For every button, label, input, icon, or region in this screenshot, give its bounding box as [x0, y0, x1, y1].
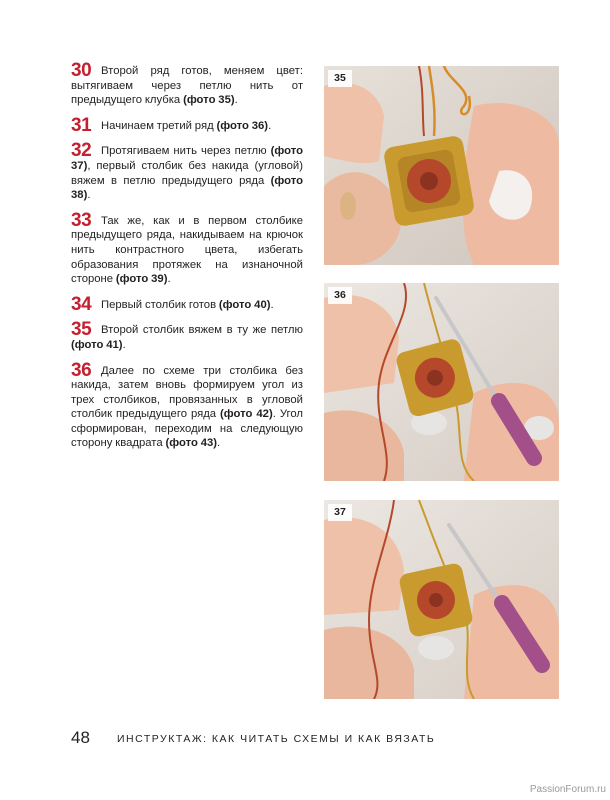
- photo-reference: (фото 41): [71, 338, 123, 351]
- step-text-run: . Угол сформирован, переходим на следующую сторону квадрата: [71, 408, 303, 450]
- step-text: [71, 144, 303, 202]
- step-text-run: .: [122, 338, 126, 351]
- step-35: [71, 319, 303, 352]
- photo-reference: (фото 38): [71, 174, 303, 202]
- step-text: [71, 214, 303, 287]
- step-text-run: .: [268, 119, 272, 132]
- step-33: [71, 209, 303, 287]
- photo-35: [324, 66, 559, 265]
- step-text-run: .: [217, 437, 221, 450]
- step-34: [71, 293, 303, 315]
- photo-reference: (фото 43): [165, 437, 218, 450]
- photo-reference: (фото 36): [216, 119, 269, 132]
- step-text: [71, 364, 303, 452]
- step-number: 32: [71, 140, 92, 162]
- step-text-run: Так же, как и в первом столбике предыдущего ряда, накидываем на крючок нить контрастного цвета, избегать образования протяжек на изнаночной стороне: [71, 214, 303, 286]
- step-text: [71, 64, 303, 108]
- step-31: [71, 114, 303, 136]
- step-text-run: Далее по схеме три столбика без накида, затем вновь формируем угол из трех столбиков, провязанных в угловой столбик предыдущего ряда: [71, 364, 303, 421]
- photo-reference: (фото 42): [220, 408, 273, 421]
- page-footer: [71, 728, 571, 752]
- photo-37-image: [324, 500, 559, 699]
- photo-reference: (фото 40): [218, 298, 271, 311]
- step-text-run: Протягиваем нить через петлю: [101, 145, 271, 158]
- step-number: 34: [71, 293, 92, 315]
- step-number: 35: [71, 319, 92, 341]
- step-text-run: Первый столбик готов: [101, 298, 219, 311]
- step-text-run: Второй столбик вяжем в ту же петлю: [101, 324, 303, 337]
- step-text-run: Начинаем третий ряд: [101, 119, 217, 132]
- step-text-run: Второй ряд готов, меняем цвет: вытягиваем через петлю нить от предыдущего клубка: [71, 65, 303, 107]
- photo-36-image: [324, 283, 559, 481]
- step-number: 31: [71, 114, 92, 136]
- step-text-run: .: [167, 273, 171, 286]
- step-number: 36: [71, 359, 92, 381]
- photo-36: [324, 283, 559, 481]
- step-text-run: .: [87, 189, 91, 202]
- photo-35-label: 35: [328, 70, 352, 87]
- page-number: 48: [71, 728, 90, 747]
- step-text: [71, 298, 303, 313]
- step-36: [71, 359, 303, 452]
- running-title: ИНСТРУКТАЖ: КАК ЧИТАТЬ СХЕМЫ И КАК ВЯЗАТЬ: [117, 733, 436, 745]
- watermark: PassionForum.ru: [529, 784, 606, 795]
- step-32: [71, 140, 303, 202]
- step-text-run: , первый столбик без накида (угловой) вяжем в петлю предыдущего ряда: [71, 159, 303, 187]
- steps-column: [71, 60, 303, 462]
- photo-reference: (фото 39): [115, 273, 168, 286]
- photo-reference: (фото 37): [71, 145, 303, 172]
- photo-37: [324, 500, 559, 699]
- photo-reference: (фото 35): [183, 94, 235, 107]
- step-text-run: .: [270, 298, 274, 311]
- photo-37-label: 37: [328, 504, 352, 521]
- photo-35-image: [324, 66, 559, 265]
- step-text: [71, 119, 303, 134]
- step-text: [71, 323, 303, 352]
- step-text-run: .: [234, 94, 238, 107]
- step-30: [71, 60, 303, 108]
- step-number: 33: [71, 209, 92, 231]
- step-number: 30: [71, 60, 92, 81]
- photo-36-label: 36: [328, 287, 352, 304]
